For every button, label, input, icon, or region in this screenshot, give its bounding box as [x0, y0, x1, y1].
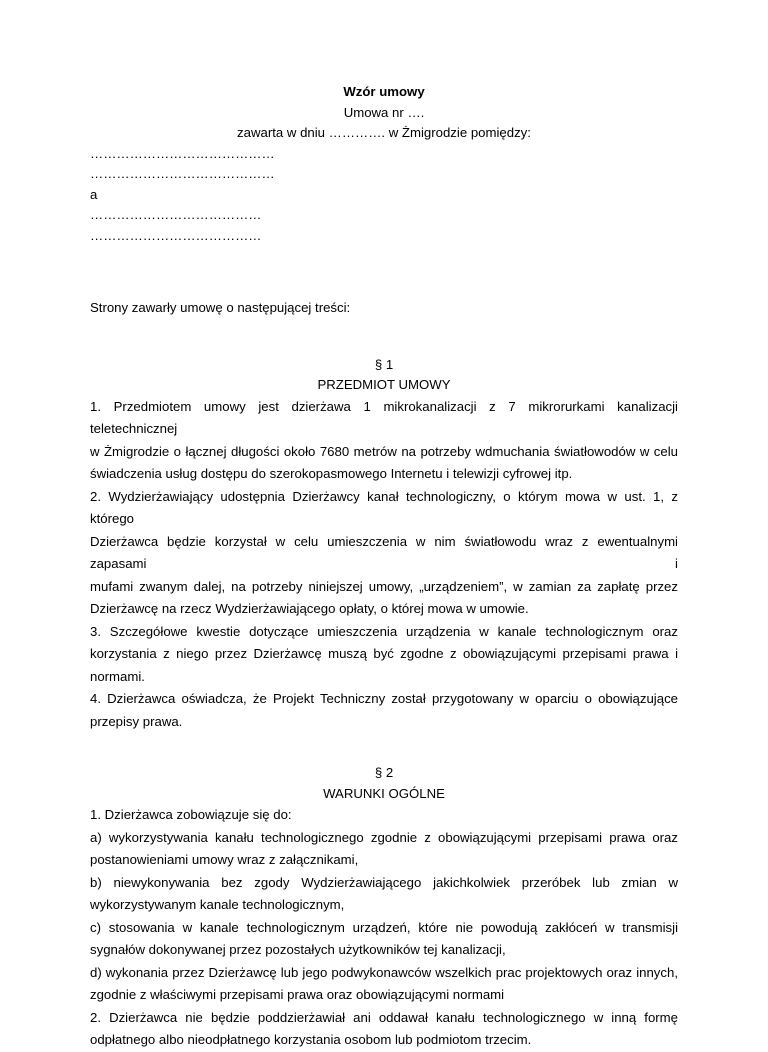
paragraph-line: 1. Przedmiotem umowy jest dzierżawa 1 mikrokanalizacji z 7 mikrorurkami kanalizacji teletechnicznej	[90, 398, 678, 436]
paragraph-line: korzystania z niego przez Dzierżawcę muszą być zgodne z obowiązującymi przepisami prawa i	[90, 646, 678, 661]
paragraph-line: w Żmigrodzie o łącznej długości około 7680 metrów na potrzeby wdmuchania światłowodów w celu	[90, 443, 678, 459]
parties-conjunction: a	[90, 186, 98, 202]
paragraph-line: a) wykorzystywania kanału technologicznego zgodnie z obowiązującymi przepisami prawa oraz	[90, 829, 678, 845]
paragraph-line: c) stosowania w kanale technologicznym urządzeń, które nie powodują zakłóceń w transmisji	[90, 919, 678, 935]
paragraph-line: świadczenia usług dostępu do szerokopasmowego Internetu i telewizji cyfrowej itp.	[90, 466, 573, 481]
paragraph-line: Dzierżawcę na rzecz Wydzierżawiającego opłaty, o której mowa w umowie.	[90, 601, 529, 616]
paragraph-line: 2. Wydzierżawiający udostępnia Dzierżawcy kanał technologiczny, o którym mowa w ust. 1, z którego	[90, 488, 678, 526]
party-1-line-2: ……………………………………	[90, 166, 275, 181]
section-1-paragraph-3	[90, 621, 678, 689]
section-1-heading: PRZEDMIOT UMOWY	[317, 377, 451, 392]
paragraph-line: sygnałów dokonywanej przez pozostałych użytkowników tej kanalizacji,	[90, 942, 506, 957]
intro-text: Strony zawarły umowę o następującej treści:	[90, 300, 351, 315]
document-title: Wzór umowy	[343, 84, 425, 99]
section-1-paragraph-1	[90, 396, 678, 486]
section-2-item-d	[90, 962, 678, 1007]
paragraph-line: 1. Dzierżawca zobowiązuje się do:	[90, 807, 292, 822]
section-2-paragraph-2	[90, 1007, 678, 1052]
section-2-item-c	[90, 917, 678, 962]
party-1-line-1: ……………………………………	[90, 145, 275, 161]
section-1-paragraph-2	[90, 486, 678, 621]
section-1-mark: § 1	[374, 356, 394, 372]
section-2-paragraph-1	[90, 804, 678, 827]
document-page	[90, 82, 678, 1052]
section-2-mark: § 2	[374, 765, 394, 780]
section-2-heading: WARUNKI OGÓLNE	[323, 785, 445, 801]
paragraph-line: zgodnie z właściwymi przepisami prawa oraz obowiązującymi normami	[90, 987, 505, 1002]
paragraph-line: b) niewykonywania bez zgody Wydzierżawiającego jakichkolwiek przeróbek lub zmian w	[90, 874, 678, 890]
paragraph-line: wykorzystywanym kanale technologicznym,	[90, 897, 345, 912]
paragraph-line: 2. Dzierżawca nie będzie poddzierżawiał ani oddawał kanału technologicznego w inną formę	[90, 1009, 678, 1025]
section-2-item-b	[90, 872, 678, 917]
contract-date-line: zawarta w dniu …………. w Żmigrodzie pomiędzy:	[237, 125, 531, 140]
paragraph-line: postanowieniami umowy wraz z załącznikami,	[90, 852, 359, 867]
party-2-line-1: …………………………………	[90, 207, 262, 222]
paragraph-line: 3. Szczegółowe kwestie dotyczące umieszczenia urządzenia w kanale technologicznym oraz	[90, 623, 678, 639]
paragraph-line: 4. Dzierżawca oświadcza, że Projekt Techniczny został przygotowany w oparciu o obowiązujące	[90, 691, 678, 706]
paragraph-line: d) wykonania przez Dzierżawcę lub jego podwykonawców wszelkich prac projektowych oraz innych,	[90, 964, 678, 980]
paragraph-line: normami.	[90, 668, 145, 684]
section-2-item-a	[90, 827, 678, 872]
paragraph-line: Dzierżawca będzie korzystał w celu umieszczenia w nim światłowodu wraz z ewentualnymi zapasami i	[90, 533, 678, 571]
section-1-paragraph-4	[90, 688, 678, 733]
paragraph-line: odpłatnego albo nieodpłatnego korzystania osobom lub podmiotom trzecim.	[90, 1032, 532, 1047]
contract-number: Umowa nr ….	[343, 104, 425, 120]
paragraph-line: przepisy prawa.	[90, 713, 183, 729]
party-2-line-2: …………………………………	[90, 227, 262, 243]
paragraph-line: mufami zwanym dalej, na potrzeby niniejszej umowy, „urządzeniem”, w zamian za zapłatę przez	[90, 578, 678, 594]
